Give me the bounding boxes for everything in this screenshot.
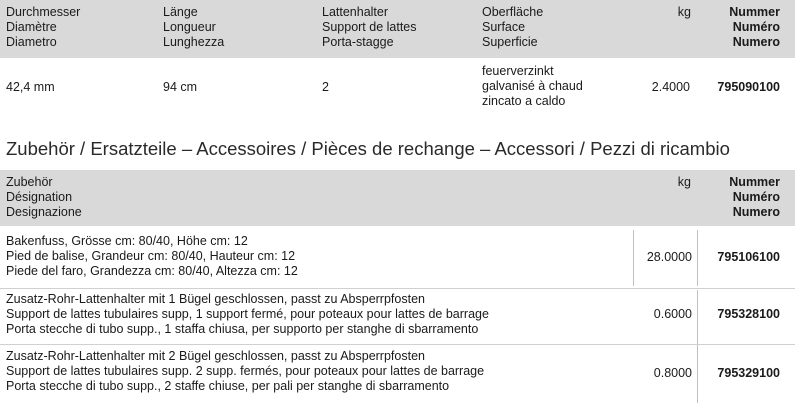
header-designation: [6, 175, 306, 220]
header-number-fr: Numéro: [732, 20, 780, 34]
header-length: [163, 5, 313, 50]
header-diameter-de: Durchmesser: [6, 5, 81, 19]
header-length-de: Länge: [163, 5, 198, 19]
accessory-line: Zusatz-Rohr-Lattenhalter mit 2 Bügel geschlossen, passt zu Absperrpfosten: [6, 349, 425, 363]
header-diameter-it: Diametro: [6, 35, 57, 49]
header-kg: kg: [677, 5, 691, 19]
header-holder: [322, 5, 472, 50]
accessories-header-number: [700, 175, 780, 220]
spec-surface-value: [482, 64, 622, 109]
accessory-line: Pied de balise, Grandeur cm: 80/40, Hauteur cm: 12: [6, 249, 296, 263]
header-holder-it: Porta-stagge: [322, 35, 394, 49]
header-designation-fr: Désignation: [6, 190, 73, 204]
accessory-row-text: [6, 234, 626, 279]
header-diameter: [6, 5, 156, 50]
spec-kg-value: 2.4000: [651, 80, 690, 94]
spec-holder-value: 2: [322, 80, 329, 94]
spec-diameter-value: 42,4 mm: [6, 80, 55, 94]
accessory-row-text: [6, 292, 626, 337]
header-holder-fr: Support de lattes: [322, 20, 417, 34]
header-surface: [482, 5, 612, 50]
accessory-row-text: [6, 349, 626, 394]
header-surface-fr: Surface: [482, 20, 526, 34]
spec-length-value: 94 cm: [163, 80, 198, 94]
header-surface-it: Superficie: [482, 35, 538, 49]
accessory-number: 795106100: [717, 250, 780, 264]
row-separator: [0, 344, 795, 345]
accessories-title: Zubehör / Ersatzteile – Accessoires / Pièces de rechange – Accessori / Pezzi di ricambio: [6, 138, 730, 159]
header-designation-it: Designazione: [6, 205, 82, 219]
header-number-de: Nummer: [729, 5, 780, 19]
accessory-kg: 28.0000: [646, 250, 692, 264]
accessory-number: 795328100: [717, 307, 780, 321]
accessory-kg: 0.8000: [653, 366, 692, 380]
row-divider: [697, 290, 698, 346]
accessories-header-kg: kg: [677, 175, 691, 189]
header-diameter-fr: Diamètre: [6, 20, 57, 34]
accessory-line: Piede del faro, Grandezza cm: 80/40, Altezza cm: 12: [6, 264, 298, 278]
spec-surface-de: feuerverzinkt: [482, 64, 554, 78]
header-surface-de: Oberfläche: [482, 5, 544, 19]
header-number: [700, 5, 780, 50]
row-divider: [697, 230, 698, 286]
header-length-it: Lunghezza: [163, 35, 225, 49]
accessory-line: Porta stecche di tubo supp., 1 staffa chiusa, per supporto per stanghe di sbarramento: [6, 322, 479, 336]
accessories-header-number-it: Numero: [732, 205, 780, 219]
accessory-number: 795329100: [717, 366, 780, 380]
accessory-kg: 0.6000: [653, 307, 692, 321]
header-holder-de: Lattenhalter: [322, 5, 389, 19]
header-designation-de: Zubehör: [6, 175, 53, 189]
header-number-it: Numero: [732, 35, 780, 49]
header-length-fr: Longueur: [163, 20, 216, 34]
accessory-line: Bakenfuss, Grösse cm: 80/40, Höhe cm: 12: [6, 234, 248, 248]
accessories-header-number-fr: Numéro: [732, 190, 780, 204]
spec-surface-fr: galvanisé à chaud: [482, 79, 583, 93]
accessory-line: Support de lattes tubulaires supp. 2 supp. fermés, pour poteaux pour lattes de barrage: [6, 364, 485, 378]
accessory-line: Porta stecche di tubo supp., 2 staffe chiuse, per pali per stanghe di sbarramento: [6, 379, 450, 393]
accessory-line: Support de lattes tubulaires supp, 1 support fermé, pour poteaux pour lattes de barrage: [6, 307, 489, 321]
spec-surface-it: zincato a caldo: [482, 94, 566, 108]
spec-number-value: 795090100: [717, 80, 780, 94]
accessory-line: Zusatz-Rohr-Lattenhalter mit 1 Bügel geschlossen, passt zu Absperrpfosten: [6, 292, 425, 306]
accessories-header-number-de: Nummer: [729, 175, 780, 189]
row-divider: [697, 346, 698, 403]
row-separator: [0, 288, 795, 289]
